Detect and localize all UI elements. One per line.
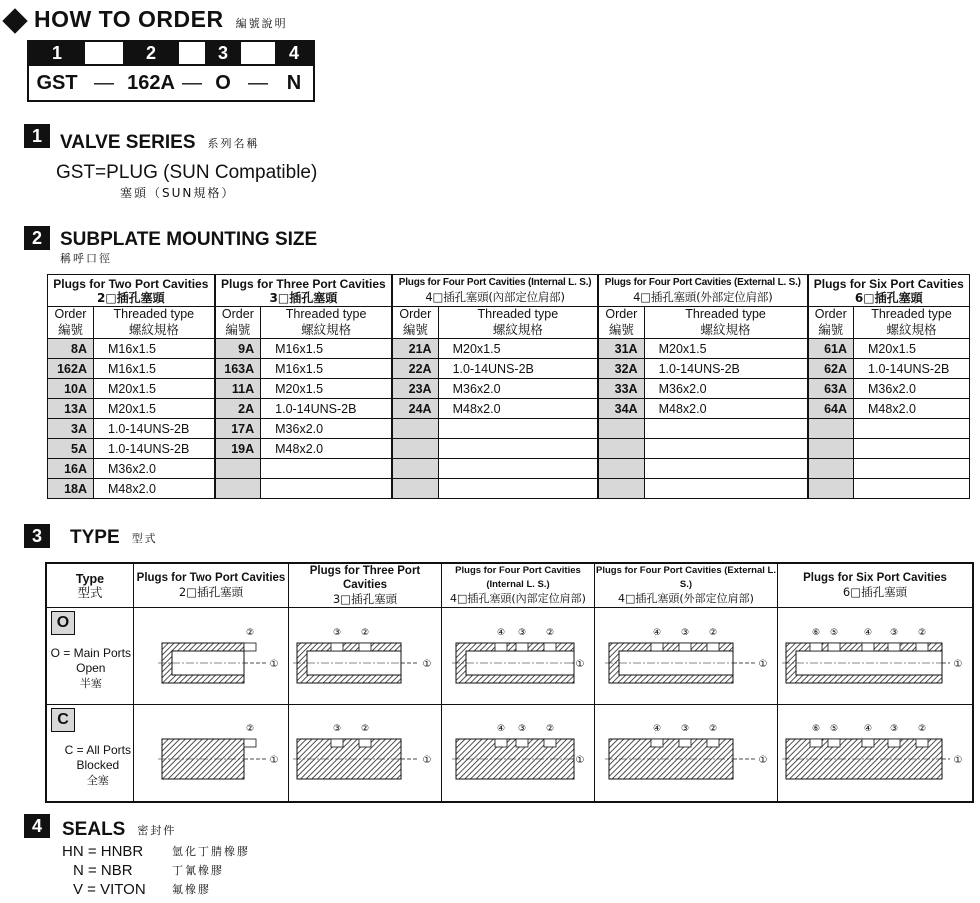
thread-cell: 1.0-14UNS-2B <box>261 399 392 419</box>
col-label-zh: 4□插孔塞頭(內部定位肩部) <box>450 592 586 605</box>
group-header-six-port <box>808 275 970 307</box>
page-header <box>6 6 288 33</box>
order-code-cell: 32A <box>598 359 644 379</box>
order-code-cell: 162A <box>48 359 94 379</box>
order-code-cell: 34A <box>598 399 644 419</box>
thread-cell: M16x1.5 <box>261 359 392 379</box>
seal-code: N = NBR <box>73 862 133 879</box>
order-code-cell: 24A <box>392 399 438 419</box>
thread-cell: M36x2.0 <box>438 379 598 399</box>
col-label-zh: 編號 <box>818 322 844 337</box>
type-row-open <box>46 608 973 705</box>
diamond-icon <box>2 8 27 33</box>
type-description <box>51 646 131 691</box>
thread-cell: M20x1.5 <box>261 379 392 399</box>
order-code-cell: 22A <box>392 359 438 379</box>
valve-series-text: GST=PLUG (SUN Compatible) <box>56 162 318 183</box>
section-title-zh: 密封件 <box>137 824 177 837</box>
cavity-cross-section <box>289 609 441 704</box>
col-label: Threaded type <box>477 307 559 321</box>
group-title: Plugs for Four Port Cavities (Internal L. S.) <box>398 276 592 288</box>
code-series: GST <box>36 71 78 94</box>
page-title: HOW TO ORDER <box>34 6 224 32</box>
section-2-header <box>24 226 317 250</box>
section-number: 4 <box>24 814 50 838</box>
thread-cell <box>854 459 970 479</box>
col-label: Plugs for Two Port Cavities <box>136 572 286 584</box>
section-1-header <box>24 124 260 153</box>
order-code-cell <box>808 439 854 459</box>
type-row-closed <box>46 705 973 802</box>
group-header-four-port-internal <box>392 275 598 307</box>
cavity-cross-section <box>442 609 594 704</box>
port-marker: ② <box>708 724 718 735</box>
order-code-cell <box>808 479 854 499</box>
col-three-port <box>289 563 442 608</box>
col-label: Plugs for Four Port Cavities (External L. S.) <box>595 565 776 590</box>
type-desc-line: Blocked <box>76 758 120 772</box>
cavity-cross-section <box>595 609 777 704</box>
port-marker: ⑥ <box>811 724 821 735</box>
port-marker: ⑤ <box>829 627 839 638</box>
seal-code: HN = HNBR <box>62 843 144 860</box>
drawing-cell <box>134 705 289 802</box>
port-marker: ① <box>953 658 963 670</box>
port-marker: ② <box>360 724 370 735</box>
thread-cell <box>438 479 598 499</box>
thread-cell: M20x1.5 <box>854 339 970 359</box>
drawing-cell <box>778 608 974 705</box>
port-marker: ④ <box>652 627 662 638</box>
code-dash: — <box>248 71 268 94</box>
table-row <box>48 379 970 399</box>
order-code-cell <box>215 459 261 479</box>
order-code-cell <box>392 459 438 479</box>
cavity-cross-section <box>595 705 777 800</box>
cavity-cross-section <box>778 705 972 800</box>
port-marker: ① <box>269 658 279 670</box>
drawing-cell <box>442 608 595 705</box>
group-title: Plugs for Six Port Cavities <box>813 276 964 291</box>
thread-cell: M48x2.0 <box>438 399 598 419</box>
type-desc-line: O = Main Ports <box>50 646 131 660</box>
col-thread <box>854 307 970 339</box>
cavity-cross-section <box>289 705 441 800</box>
drawing-cell <box>595 705 778 802</box>
thread-cell: M36x2.0 <box>94 459 215 479</box>
col-label-zh: 型式 <box>77 584 103 600</box>
port-marker: ⑥ <box>811 627 821 638</box>
thread-cell: M16x1.5 <box>261 339 392 359</box>
col-label: Threaded type <box>871 307 952 321</box>
port-marker: ① <box>758 755 768 767</box>
port-marker: ④ <box>496 724 506 735</box>
col-order <box>808 307 854 339</box>
port-marker: ① <box>422 658 432 670</box>
col-label: Plugs for Six Port Cavities <box>803 572 947 584</box>
drawing-cell <box>595 608 778 705</box>
order-code-cell: 33A <box>598 379 644 399</box>
col-order <box>598 307 644 339</box>
order-code-cell <box>392 419 438 439</box>
thread-cell: M48x2.0 <box>854 399 970 419</box>
port-marker: ② <box>545 627 555 638</box>
thread-cell: M20x1.5 <box>438 339 598 359</box>
order-code-box <box>27 40 315 102</box>
section-title-zh: 型式 <box>131 532 158 545</box>
mounting-size-table <box>47 274 970 499</box>
group-header-two-port <box>48 275 215 307</box>
col-label: Plugs for Three Port Cavities <box>309 565 421 591</box>
port-marker: ③ <box>680 724 690 735</box>
order-code-cell: 63A <box>808 379 854 399</box>
thread-cell <box>438 419 598 439</box>
thread-cell: 1.0-14UNS-2B <box>438 359 598 379</box>
section-title: TYPE <box>70 527 120 548</box>
order-code-cell <box>598 419 644 439</box>
type-code-box: C <box>51 708 75 732</box>
thread-cell <box>644 459 807 479</box>
col-label-zh: 2□插孔塞頭 <box>178 585 244 599</box>
col-label: Order <box>814 307 847 321</box>
position-gap <box>241 42 275 64</box>
section-number: 3 <box>24 524 50 548</box>
order-code-cell <box>392 439 438 459</box>
page-title-zh: 編號說明 <box>235 17 288 30</box>
position-3: 3 <box>205 42 241 64</box>
order-code-cell: 16A <box>48 459 94 479</box>
port-marker: ① <box>269 755 279 767</box>
thread-cell: M48x2.0 <box>261 439 392 459</box>
port-marker: ③ <box>517 724 527 735</box>
port-marker: ① <box>422 755 432 767</box>
cavity-cross-section <box>134 705 288 800</box>
type-desc-line: C = All Ports <box>64 743 131 757</box>
thread-cell: M36x2.0 <box>261 419 392 439</box>
thread-cell: 1.0-14UNS-2B <box>94 419 215 439</box>
group-title-zh: 3□插孔塞頭 <box>269 290 338 305</box>
order-code-cell: 11A <box>215 379 261 399</box>
order-code-cell: 9A <box>215 339 261 359</box>
type-table <box>45 562 974 803</box>
thread-cell: M16x1.5 <box>94 339 215 359</box>
position-2: 2 <box>123 42 179 64</box>
order-code-cell: 23A <box>392 379 438 399</box>
col-thread <box>94 307 215 339</box>
section-title-zh: 系列名稱 <box>207 137 260 150</box>
valve-series-text-zh: 塞頭（SUN規格） <box>120 186 236 200</box>
thread-cell <box>644 479 807 499</box>
port-marker: ③ <box>889 627 899 638</box>
section-title: SEALS <box>62 819 126 840</box>
code-seal: N <box>286 71 302 94</box>
position-gap <box>179 42 205 64</box>
section-3-header <box>24 524 158 548</box>
drawing-cell <box>289 705 442 802</box>
seal-name-zh: 丁氰橡膠 <box>172 864 224 877</box>
col-four-port-internal <box>442 563 595 608</box>
table-group-header <box>48 275 970 307</box>
group-title-zh: 2□插孔塞頭 <box>96 290 165 305</box>
section-title-zh: 稱呼口徑 <box>60 252 112 265</box>
cavity-cross-section <box>442 705 594 800</box>
order-code-cell <box>808 419 854 439</box>
col-label: Order <box>605 307 638 321</box>
col-label: Type <box>75 571 105 586</box>
seal-item <box>62 861 250 880</box>
port-marker: ③ <box>517 627 527 638</box>
drawing-cell <box>442 705 595 802</box>
order-code-cell <box>598 439 644 459</box>
col-label-zh: 4□插孔塞頭(外部定位肩部) <box>618 592 754 605</box>
port-marker: ⑤ <box>829 724 839 735</box>
section-4-header <box>24 814 176 838</box>
cavity-cross-section <box>778 609 972 704</box>
thread-cell: M48x2.0 <box>94 479 215 499</box>
col-label: Order <box>221 307 254 321</box>
drawing-cell <box>289 608 442 705</box>
group-title: Plugs for Four Port Cavities (External L. S.) <box>604 276 801 288</box>
seals-list <box>62 842 250 899</box>
group-title: Plugs for Two Port Cavities <box>53 276 209 291</box>
thread-cell: M20x1.5 <box>94 379 215 399</box>
order-code-cell <box>392 479 438 499</box>
type-code-box: O <box>51 611 75 635</box>
type-desc-zh: 全塞 <box>86 774 109 787</box>
col-six-port <box>778 563 974 608</box>
port-marker: ④ <box>863 724 873 735</box>
port-marker: ① <box>758 658 768 670</box>
port-marker: ③ <box>680 627 690 638</box>
order-code-cell: 19A <box>215 439 261 459</box>
drawing-cell <box>778 705 974 802</box>
order-code-cell: 31A <box>598 339 644 359</box>
group-title: Plugs for Three Port Cavities <box>221 276 386 291</box>
table-row <box>48 459 970 479</box>
group-title-zh: 6□插孔塞頭 <box>854 290 923 305</box>
col-thread <box>644 307 807 339</box>
seal-code: V = VITON <box>73 881 146 898</box>
type-description <box>65 743 131 788</box>
col-label-zh: 螺紋規格 <box>301 322 352 337</box>
thread-cell <box>261 479 392 499</box>
thread-cell <box>438 439 598 459</box>
section-number: 1 <box>24 124 50 148</box>
col-label: Threaded type <box>113 307 195 321</box>
order-code-cell: 163A <box>215 359 261 379</box>
col-two-port <box>134 563 289 608</box>
thread-cell <box>854 419 970 439</box>
col-label-zh: 編號 <box>57 322 83 337</box>
seal-item <box>62 842 250 861</box>
order-code-cell: 64A <box>808 399 854 419</box>
col-label: Plugs for Four Port Cavities (Internal L. S.) <box>455 565 581 590</box>
port-marker: ④ <box>496 627 506 638</box>
position-gap <box>85 42 123 64</box>
col-label: Threaded type <box>285 307 367 321</box>
col-thread <box>261 307 392 339</box>
order-code-positions <box>29 42 313 66</box>
thread-cell: M20x1.5 <box>644 339 807 359</box>
port-marker: ② <box>245 627 255 638</box>
col-order <box>392 307 438 339</box>
col-four-port-external <box>595 563 778 608</box>
section-number: 2 <box>24 226 50 250</box>
code-dash: — <box>94 71 114 94</box>
order-code-cell <box>598 459 644 479</box>
port-marker: ② <box>245 724 255 735</box>
thread-cell <box>261 459 392 479</box>
thread-cell <box>438 459 598 479</box>
port-marker: ① <box>575 755 585 767</box>
order-code-example <box>29 66 313 100</box>
col-type <box>46 563 134 608</box>
col-label-zh: 編號 <box>225 322 251 337</box>
col-thread <box>438 307 598 339</box>
order-code-cell <box>808 459 854 479</box>
order-code-cell: 17A <box>215 419 261 439</box>
table-row <box>48 399 970 419</box>
port-marker: ② <box>360 627 370 638</box>
type-label <box>46 705 134 802</box>
thread-cell: M48x2.0 <box>644 399 807 419</box>
table-row <box>48 419 970 439</box>
thread-cell <box>644 419 807 439</box>
group-title-zh: 4□插孔塞頭(外部定位肩部) <box>633 289 773 304</box>
order-code-cell <box>215 479 261 499</box>
col-label-zh: 螺紋規格 <box>492 322 543 337</box>
thread-cell <box>854 439 970 459</box>
position-4: 4 <box>275 42 313 64</box>
col-label: Order <box>399 307 432 321</box>
table-row <box>48 479 970 499</box>
seal-item <box>62 880 250 899</box>
drawing-cell <box>134 608 289 705</box>
type-desc-zh: 半塞 <box>79 677 102 690</box>
order-code-cell: 3A <box>48 419 94 439</box>
seal-name-zh: 氫化丁腈橡膠 <box>172 845 250 858</box>
cavity-cross-section <box>134 609 288 704</box>
order-code-cell: 8A <box>48 339 94 359</box>
port-marker: ② <box>917 627 927 638</box>
port-marker: ③ <box>889 724 899 735</box>
group-header-four-port-external <box>598 275 807 307</box>
port-marker: ① <box>953 755 963 767</box>
col-label-zh: 編號 <box>402 322 428 337</box>
table-column-header <box>48 307 970 339</box>
code-size: 162A <box>127 71 175 94</box>
position-1: 1 <box>29 42 85 64</box>
order-code-cell: 10A <box>48 379 94 399</box>
col-label-zh: 螺紋規格 <box>700 322 751 337</box>
thread-cell: 1.0-14UNS-2B <box>644 359 807 379</box>
col-label-zh: 螺紋規格 <box>128 322 179 337</box>
order-code-cell: 21A <box>392 339 438 359</box>
col-label: Threaded type <box>685 307 766 321</box>
port-marker: ④ <box>652 724 662 735</box>
thread-cell: 1.0-14UNS-2B <box>94 439 215 459</box>
order-code-cell: 5A <box>48 439 94 459</box>
thread-cell <box>854 479 970 499</box>
port-marker: ② <box>708 627 718 638</box>
section-title: SUBPLATE MOUNTING SIZE <box>60 229 318 250</box>
col-label: Order <box>54 307 87 321</box>
thread-cell: M16x1.5 <box>94 359 215 379</box>
group-title-zh: 4□插孔塞頭(內部定位肩部) <box>425 289 565 304</box>
type-label <box>46 608 134 705</box>
table-row <box>48 439 970 459</box>
port-marker: ③ <box>332 724 342 735</box>
col-label-zh: 3□插孔塞頭 <box>332 592 398 606</box>
table-row <box>48 359 970 379</box>
port-marker: ① <box>575 658 585 670</box>
col-label-zh: 螺紋規格 <box>886 322 937 337</box>
type-table-header <box>46 563 973 608</box>
col-label-zh: 6□插孔塞頭 <box>842 585 908 599</box>
seal-name-zh: 氟橡膠 <box>172 883 211 896</box>
order-code-cell: 13A <box>48 399 94 419</box>
table-row <box>48 339 970 359</box>
order-code-cell: 2A <box>215 399 261 419</box>
col-order <box>215 307 261 339</box>
group-header-three-port <box>215 275 392 307</box>
thread-cell <box>644 439 807 459</box>
col-order <box>48 307 94 339</box>
thread-cell: M36x2.0 <box>854 379 970 399</box>
order-code-cell: 18A <box>48 479 94 499</box>
thread-cell: M36x2.0 <box>644 379 807 399</box>
thread-cell: 1.0-14UNS-2B <box>854 359 970 379</box>
order-code-cell: 61A <box>808 339 854 359</box>
code-dash: — <box>182 71 202 94</box>
port-marker: ② <box>917 724 927 735</box>
port-marker: ② <box>545 724 555 735</box>
section-title: VALVE SERIES <box>60 132 196 153</box>
thread-cell: M20x1.5 <box>94 399 215 419</box>
type-desc-line: Open <box>76 661 106 675</box>
col-label-zh: 編號 <box>608 322 634 337</box>
port-marker: ④ <box>863 627 873 638</box>
port-marker: ③ <box>332 627 342 638</box>
order-code-cell <box>598 479 644 499</box>
code-type: O <box>215 71 231 94</box>
order-code-cell: 62A <box>808 359 854 379</box>
